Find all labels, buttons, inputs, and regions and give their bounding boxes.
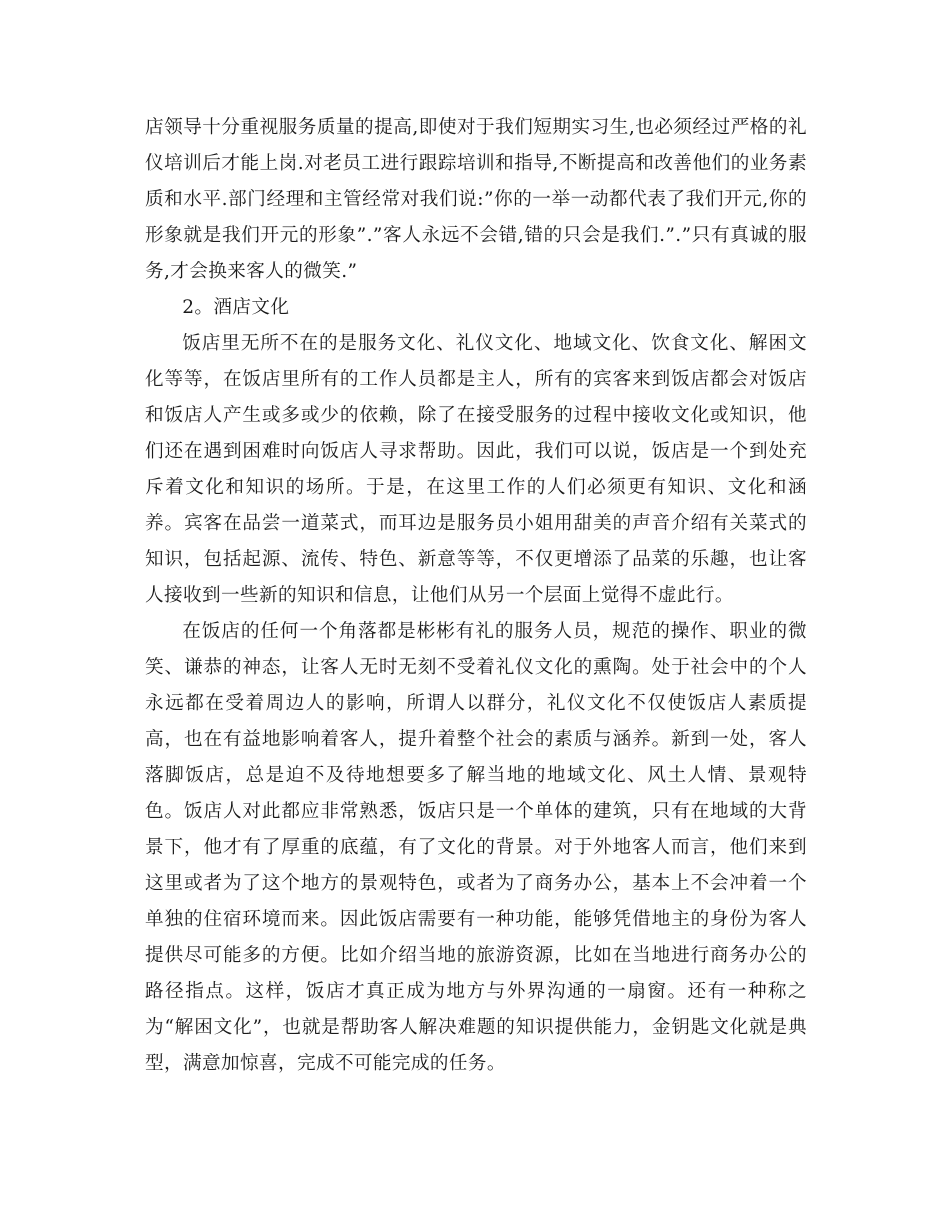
paragraph-hotel-culture: 饭店里无所不在的是服务文化、礼仪文化、地域文化、饮食文化、解困文化等等，在饭店里所有的工作人员都是主人，所有的宾客来到饭店都会对饭店和饭店人产生或多或少的依赖，除了在接受服务的过程中接收文化或知识，他们还在遇到困难时向饭店人寻求帮助。因此，我们可以说，饭店是一个到处充斥着文化和知识的场所。于是，在这里工作的人们必须更有知识、文化和涵养。宾客在品尝一道菜式，而耳边是服务员小姐用甜美的声音介绍有关菜式的知识，包括起源、流传、特色、新意等等，不仅更增添了品菜的乐趣，也让客人接收到一些新的知识和信息，让他们从另一个层面上觉得不虚此行。: [145, 333, 807, 606]
paragraph-service-quality: 店领导十分重视服务质量的提高,即使对于我们短期实习生,也必须经过严格的礼仪培训后才能上岗.对老员工进行跟踪培训和指导,不断提高和改善他们的业务素质和水平.部门经理和主管经常对我们说:”你的一举一动都代表了我们开元,你的形象就是我们开元的形象”.”客人永远不会错,错的只会是我们.”.”只有真诚的服务,才会换来客人的微笑.”: [145, 117, 807, 282]
document-body: [145, 110, 807, 1082]
paragraph-etiquette-culture: 在饭店的任何一个角落都是彬彬有礼的服务人员，规范的操作、职业的微笑、谦恭的神态，让客人无时无刻不受着礼仪文化的熏陶。处于社会中的个人永远都在受着周边人的影响，所谓人以群分，礼仪文化不仅使饭店人素质提高，也在有益地影响着客人，提升着整个社会的素质与涵养。新到一处，客人落脚饭店，总是迫不及待地想要多了解当地的地域文化、风土人情、景观特色。饭店人对此都应非常熟悉，饭店只是一个单体的建筑，只有在地域的大背景下，他才有了厚重的底蕴，有了文化的背景。对于外地客人而言，他们来到这里或者为了这个地方的景观特色，或者为了商务办公，基本上不会冲着一个单独的住宿环境而来。因此饭店需要有一种功能，能够凭借地主的身份为客人提供尽可能多的方便。比如介绍当地的旅游资源，比如在当地进行商务办公的路径指点。这样，饭店才真正成为地方与外界沟通的一扇窗。还有一种称之为“解困文化”，也就是帮助客人解决难题的知识提供能力，金钥匙文化就是典型，满意加惊喜，完成不可能完成的任务。: [145, 621, 807, 1074]
section-heading-hotel-culture: 2。酒店文化: [182, 297, 290, 318]
